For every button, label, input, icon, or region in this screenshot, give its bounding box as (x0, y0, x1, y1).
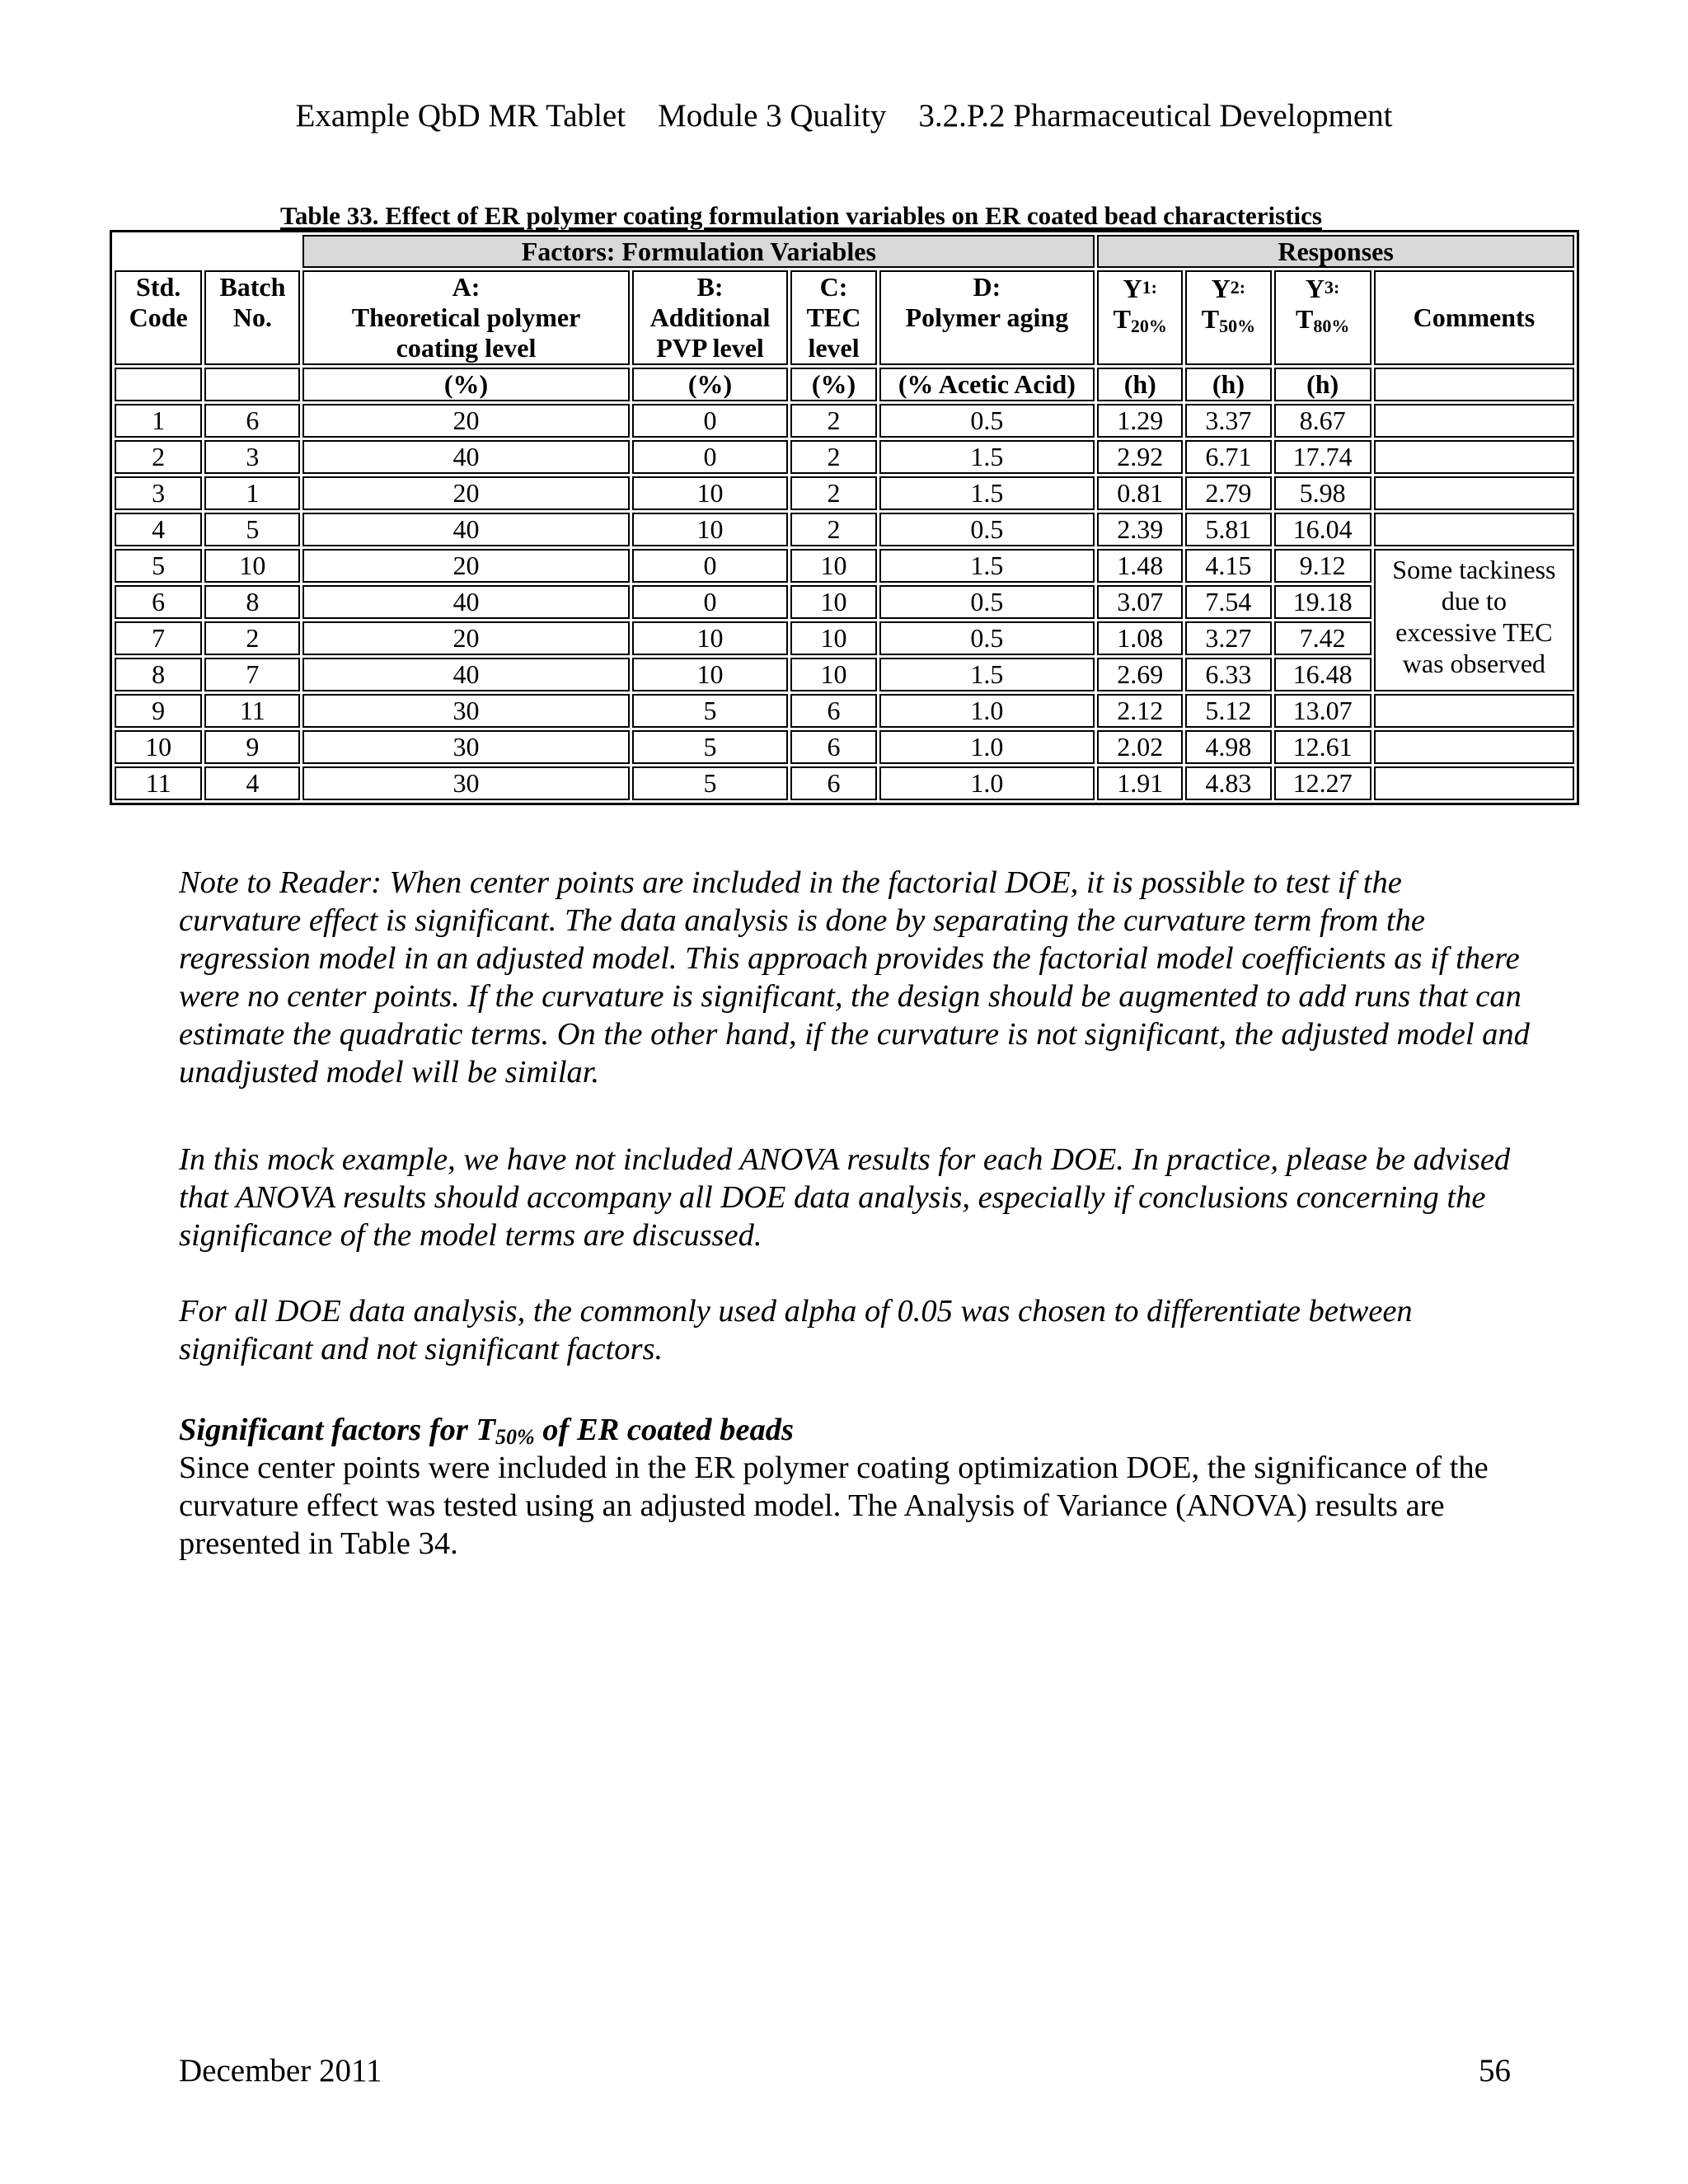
table-cell: 1.5 (879, 549, 1095, 583)
doe-results-table (110, 230, 1579, 805)
table-cell: 4 (115, 513, 202, 546)
comment-cell-tackiness (1374, 549, 1574, 691)
table-cell: 40 (302, 513, 629, 546)
table-cell: 0.5 (879, 513, 1095, 546)
table-cell: 4 (204, 766, 300, 800)
table-cell: 17.74 (1274, 440, 1372, 474)
table-cell: 3.27 (1185, 621, 1271, 655)
table-cell: 1.08 (1097, 621, 1183, 655)
table-cell: 4.83 (1185, 766, 1271, 800)
units-row (115, 368, 1574, 401)
table-cell: 6 (115, 585, 202, 619)
comment-cell-empty (1374, 476, 1574, 510)
comment-cell-empty (1374, 513, 1574, 546)
table-cell: 5 (115, 549, 202, 583)
table-cell: 40 (302, 585, 629, 619)
table-cell: 0.5 (879, 585, 1095, 619)
table-cell: 3 (204, 440, 300, 474)
table-cell: 6 (204, 404, 300, 438)
table-cell: 1.0 (879, 694, 1095, 728)
table-cell: 10 (632, 513, 789, 546)
table-cell: 2.12 (1097, 694, 1183, 728)
table-cell: 10 (790, 585, 876, 619)
comment-cell-empty (1374, 766, 1574, 800)
table-row (115, 404, 1574, 438)
table-row (115, 730, 1574, 764)
table-row (115, 513, 1574, 546)
table-cell: 6 (790, 766, 876, 800)
table-cell: 19.18 (1274, 585, 1372, 619)
table-cell: 2 (204, 621, 300, 655)
table-cell: 0 (632, 585, 789, 619)
table-cell: 1.48 (1097, 549, 1183, 583)
table-cell: 7.54 (1185, 585, 1271, 619)
table-cell: 5 (632, 730, 789, 764)
responses-group-header: Responses (1097, 235, 1574, 268)
table-cell: 10 (632, 476, 789, 510)
group-header-row (115, 235, 1574, 268)
table-cell: 20 (302, 621, 629, 655)
table-row (115, 549, 1574, 583)
note-paragraph-3: For all DOE data analysis, the commonly used alpha of 0.05 was chosen to differentiate between significant and not significant factors. (179, 1294, 1413, 1366)
table-cell: 0.81 (1097, 476, 1183, 510)
table-cell: 12.61 (1274, 730, 1372, 764)
table-cell: 8 (204, 585, 300, 619)
table-row (115, 694, 1574, 728)
table-cell: 10 (632, 621, 789, 655)
table-cell: 9.12 (1274, 549, 1372, 583)
table-cell: 0.5 (879, 621, 1095, 655)
header-factor-a: A: Theoretical polymer coating level (302, 270, 629, 365)
table-cell: 1.5 (879, 476, 1095, 510)
unit-y2: (h) (1185, 368, 1271, 401)
factors-group-header: Factors: Formulation Variables (302, 235, 1095, 268)
unit-cell-empty (115, 368, 202, 401)
unit-a: (%) (302, 368, 629, 401)
table-cell: 20 (302, 404, 629, 438)
comment-cell-empty (1374, 440, 1574, 474)
unit-c: (%) (790, 368, 876, 401)
table-row (115, 621, 1574, 655)
table-cell: 5.12 (1185, 694, 1271, 728)
unit-y1: (h) (1097, 368, 1183, 401)
table-cell: 13.07 (1274, 694, 1372, 728)
unit-y3: (h) (1274, 368, 1372, 401)
table-cell: 2.39 (1097, 513, 1183, 546)
table-cell: 10 (790, 658, 876, 691)
table-cell: 9 (115, 694, 202, 728)
table-cell: 20 (302, 549, 629, 583)
header-factor-b: B: Additional PVP level (632, 270, 789, 365)
table-cell: 3.07 (1097, 585, 1183, 619)
table-cell: 1 (204, 476, 300, 510)
table-cell: 8.67 (1274, 404, 1372, 438)
header-comments: Comments (1374, 270, 1574, 365)
table-cell: 10 (115, 730, 202, 764)
table-cell: 0.5 (879, 404, 1095, 438)
table-cell: 7 (115, 621, 202, 655)
table-cell: 7 (204, 658, 300, 691)
table-cell: 0 (632, 404, 789, 438)
table-cell: 20 (302, 476, 629, 510)
comment-line: Some tackiness (1392, 555, 1556, 584)
table-cell: 9 (204, 730, 300, 764)
comment-cell-empty (1374, 404, 1574, 438)
table-cell: 10 (790, 549, 876, 583)
note-paragraph-2: In this mock example, we have not included ANOVA results for each DOE. In practice, please be advised that ANOVA results should accompany all DOE data analysis, especially if conclusions concerning the significance of the model terms are discussed. (179, 1142, 1511, 1253)
header-y2: $Y_{2:}$ $T_{50\%}$ (1185, 270, 1271, 365)
unit-cell-empty (204, 368, 300, 401)
table-cell: 10 (632, 658, 789, 691)
table-cell: 4.15 (1185, 549, 1271, 583)
header-std-code: Std. Code (115, 270, 202, 365)
table-cell: 2.79 (1185, 476, 1271, 510)
table-cell: 2 (790, 404, 876, 438)
table-cell: 2.69 (1097, 658, 1183, 691)
table-cell: 5 (632, 694, 789, 728)
table-cell: 2.92 (1097, 440, 1183, 474)
table-cell: 30 (302, 694, 629, 728)
blank-corner-2 (204, 235, 300, 268)
comment-cell-empty (1374, 694, 1574, 728)
table-cell: 12.27 (1274, 766, 1372, 800)
unit-cell-empty (1374, 368, 1574, 401)
unit-d: (% Acetic Acid) (879, 368, 1095, 401)
table-cell: 6.71 (1185, 440, 1271, 474)
table-cell: 1.0 (879, 766, 1095, 800)
comment-line: was observed (1402, 649, 1546, 678)
table-row (115, 585, 1574, 619)
table-cell: 6 (790, 694, 876, 728)
table-cell: 1 (115, 404, 202, 438)
table-cell: 6 (790, 730, 876, 764)
table-cell: 10 (204, 549, 300, 583)
table-cell: 16.04 (1274, 513, 1372, 546)
table-cell: 2 (790, 513, 876, 546)
header-factor-c: C: TEC level (790, 270, 876, 365)
table-cell: 5.81 (1185, 513, 1271, 546)
section-body: Since center points were included in the ER polymer coating optimization DOE, the significance of the curvature effect was tested using an adjusted model. The Analysis of Variance (ANOVA) results are presented in Table 34. (179, 1451, 1489, 1561)
table-cell: 1.5 (879, 440, 1095, 474)
table-cell: 3 (115, 476, 202, 510)
table-row (115, 440, 1574, 474)
blank-corner (115, 235, 202, 268)
header-y3: $Y_{3:}$ $T_{80\%}$ (1274, 270, 1372, 365)
table-row (115, 658, 1574, 691)
section-heading: Significant factors for $T_{50\%}$ of ER coated beads (179, 1413, 794, 1449)
table-cell: 7.42 (1274, 621, 1372, 655)
table-cell: 16.48 (1274, 658, 1372, 691)
table-cell: 1.5 (879, 658, 1095, 691)
comment-line: excessive TEC (1395, 617, 1553, 647)
table-cell: 10 (790, 621, 876, 655)
header-batch-no: Batch No. (204, 270, 300, 365)
table-cell: 2 (790, 476, 876, 510)
table-cell: 0 (632, 440, 789, 474)
table-cell: 30 (302, 766, 629, 800)
table-cell: 40 (302, 658, 629, 691)
table-row (115, 476, 1574, 510)
header-y1: $Y_{1:}$ $T_{20\%}$ (1097, 270, 1183, 365)
table-cell: 2.02 (1097, 730, 1183, 764)
running-header: Example QbD MR Tablet Module 3 Quality 3.2.P.2 Pharmaceutical Development (295, 98, 1393, 134)
comment-line: due to (1441, 586, 1507, 616)
data-rows (115, 404, 1574, 800)
table-cell: 8 (115, 658, 202, 691)
header-factor-d: D: Polymer aging (879, 270, 1095, 365)
comment-cell-empty (1374, 730, 1574, 764)
table-row (115, 766, 1574, 800)
table-cell: 4.98 (1185, 730, 1271, 764)
table-cell: 5.98 (1274, 476, 1372, 510)
unit-b: (%) (632, 368, 789, 401)
footer-date: December 2011 (179, 2053, 382, 2088)
table-cell: 40 (302, 440, 629, 474)
table-cell: 6.33 (1185, 658, 1271, 691)
table-cell: 5 (632, 766, 789, 800)
table-cell: 30 (302, 730, 629, 764)
table-cell: 1.91 (1097, 766, 1183, 800)
column-header-row (115, 270, 1574, 365)
table-cell: 0 (632, 549, 789, 583)
table-cell: 2 (790, 440, 876, 474)
note-paragraph-1: Note to Reader: When center points are included in the factorial DOE, it is possible to test if the curvature effect is significant. The data analysis is done by separating the curvature term from the regression model in an adjusted model. This approach provides the factorial model coefficients as if there were no center points. If the curvature is significant, the design should be augmented to add runs that can estimate the quadratic terms. On the other hand, if the curvature is not significant, the adjusted model and unadjusted model will be similar. (179, 865, 1530, 1090)
table-cell: 2 (115, 440, 202, 474)
table-cell: 3.37 (1185, 404, 1271, 438)
table-cell: 11 (204, 694, 300, 728)
table-cell: 1.0 (879, 730, 1095, 764)
table-cell: 1.29 (1097, 404, 1183, 438)
footer-page-number: 56 (1479, 2053, 1511, 2088)
table-caption: Table 33. Effect of ER polymer coating formulation variables on ER coated bead characteristics (280, 201, 1322, 230)
table-cell: 11 (115, 766, 202, 800)
table-cell: 5 (204, 513, 300, 546)
